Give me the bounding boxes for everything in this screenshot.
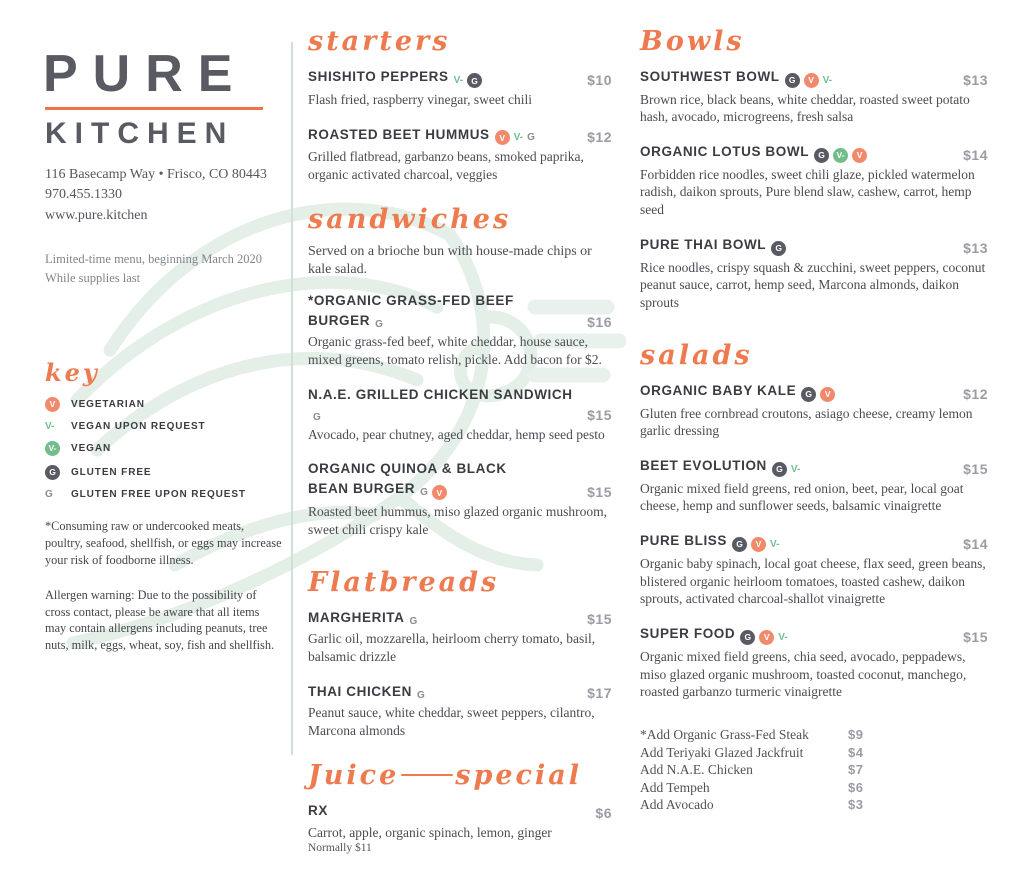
item-description: Carrot, apple, organic spinach, lemon, ginger (308, 824, 552, 840)
addon-price: $3 (848, 797, 864, 812)
item-description: Organic mixed field greens, red onion, beet, pear, local goat cheese, hemp and sunflower seeds, balsamic vinaigrette (640, 480, 964, 514)
addon-label: Add Avocado (640, 797, 714, 812)
item-name: ORGANIC QUINOA & BLACK BEAN BURGER (308, 461, 507, 496)
key-row-gluten-free (45, 465, 290, 480)
addon-price: $7 (848, 762, 864, 778)
limited-time-note: Limited-time menu, beginning March 2020 While supplies last (45, 251, 262, 286)
key-section (45, 357, 290, 500)
salads-section (640, 342, 988, 701)
item-price: $13 (963, 71, 988, 88)
vegetarian-badge-icon: V (751, 537, 766, 552)
vegan-upon-request-badge-icon: V- (778, 631, 788, 643)
logo-text-pure: PURE (43, 45, 248, 103)
left-column (43, 45, 290, 654)
item-price: $14 (963, 535, 988, 552)
bowls-title: Bowls (640, 26, 745, 57)
gluten-free-badge-icon: G (801, 387, 816, 402)
item-name: N.A.E. GRILLED CHICKEN SANDWICH (308, 387, 573, 403)
starters-section (308, 28, 612, 184)
right-column (640, 28, 988, 814)
item-name: SHISHITO PEPPERS (308, 69, 449, 84)
addon-row-steak (640, 727, 988, 743)
addon-price: $6 (848, 779, 864, 795)
vegan-upon-request-badge-icon: V- (513, 132, 524, 144)
brand-logo (43, 45, 290, 150)
flatbreads-section (308, 566, 612, 740)
menu-item-super-food (640, 624, 988, 701)
sandwiches-title: sandwiches (308, 203, 512, 235)
website-line: www.pure.kitchen (45, 207, 148, 223)
menu-item-thai-chicken (308, 682, 612, 740)
vegan-upon-request-badge-icon: V- (770, 538, 780, 550)
item-price: $10 (587, 72, 612, 88)
sandwiches-section (308, 203, 612, 539)
menu-item-southwest-bowl (640, 67, 988, 126)
item-description: Garlic oil, mozzarella, heirloom cherry tomato, basil, balsamic drizzle (308, 631, 596, 664)
vegetarian-badge-icon: V (820, 387, 835, 402)
vegetarian-badge-icon: V (804, 73, 819, 88)
vegetarian-badge-icon: V (852, 148, 867, 163)
item-description: Roasted beet hummus, miso glazed organic mushroom, sweet chili crispy kale (308, 504, 607, 537)
menu-item-chicken-sandwich (308, 385, 612, 443)
item-price: $12 (963, 385, 988, 402)
item-description: Grilled flatbread, garbanzo beans, smoked paprika, organic activated charcoal, veggies (308, 149, 584, 183)
gluten-free-badge-icon: G (740, 630, 755, 645)
menu-item-pure-thai-bowl (640, 235, 988, 312)
key-label: GLUTEN FREE (71, 466, 152, 478)
logo-text-kitchen: KITCHEN (45, 117, 235, 150)
gluten-free-badge-icon: G (814, 148, 829, 163)
gluten-free-upon-request-badge-icon: G (527, 132, 535, 144)
item-name: ORGANIC BABY KALE (640, 383, 797, 398)
vegan-badge-icon: V- (833, 148, 848, 163)
item-description: Forbidden rice noodles, sweet chili glaze, pickled watermelon radish, daikon sprouts, Pure blend slaw, cashew, carrot, hemp seed (640, 166, 975, 218)
menu-item-beet-evolution (640, 456, 988, 515)
gluten-free-badge-icon: G (772, 462, 787, 477)
key-title: key (45, 357, 100, 387)
salads-title: salads (640, 340, 753, 371)
vegan-badge-icon: V- (45, 441, 60, 456)
allergen-warning: Allergen warning: Due to the possibility of cross contact, please be aware that all items may contain allergens including peanuts, tree nuts, milk, eggs, wheat, soy, fish and shellfish. (45, 587, 275, 653)
item-description: Brown rice, black beans, white cheddar, roasted sweet potato hash, avocado, microgreens, fresh salsa (640, 91, 970, 125)
contact-block (45, 165, 290, 226)
raw-food-disclaimer: *Consuming raw or undercooked meats, poultry, seafood, shellfish, or eggs may increase your risk of foodborne illness. (45, 518, 282, 567)
item-name: PURE THAI BOWL (640, 237, 767, 253)
item-name: SOUTHWEST BOWL (640, 69, 780, 84)
gluten-free-upon-request-badge-icon: G (409, 615, 418, 627)
vegetarian-badge-icon: V (432, 485, 447, 500)
key-row-gluten-free-upon-request (45, 489, 290, 500)
starters-title: starters (308, 26, 451, 57)
item-description: Rice noodles, crispy squash & zucchini, sweet peppers, coconut peanut sauce, carrot, hemp seed, Marcona almonds, daikon sprouts (640, 259, 986, 311)
item-price: $15 (587, 406, 612, 423)
phone-line: 970.455.1330 (45, 187, 122, 203)
title-swash (401, 774, 453, 776)
item-name: PURE BLISS (640, 533, 728, 549)
key-row-vegan (45, 441, 290, 456)
gluten-free-badge-icon: G (467, 73, 482, 88)
vegan-upon-request-badge-icon: V- (453, 75, 464, 86)
item-name: RX (308, 803, 328, 818)
item-price: $15 (587, 484, 612, 500)
sandwiches-intro: Served on a brioche bun with house-made chips or kale salad. (308, 243, 592, 278)
key-row-vegetarian (45, 397, 290, 412)
menu-item-roasted-beet-hummus (308, 125, 612, 184)
addon-row-jackfruit (640, 745, 988, 761)
menu-item-beef-burger (308, 291, 612, 369)
item-price: $12 (587, 129, 612, 146)
addon-label: Add Teriyaki Glazed Jackfruit (640, 744, 804, 760)
middle-column (308, 28, 612, 870)
key-row-vegan-upon-request (45, 421, 290, 432)
flatbreads-title: Flatbreads (308, 566, 500, 598)
item-price: $17 (587, 685, 612, 702)
key-label: VEGETARIAN (71, 398, 145, 410)
vegan-upon-request-badge-icon: V- (790, 463, 801, 475)
addon-price: $4 (848, 744, 864, 760)
gluten-free-upon-request-badge-icon: G (313, 411, 321, 423)
addons-list (640, 727, 988, 813)
menu-item-quinoa-black-bean-burger (308, 459, 612, 538)
gluten-free-badge-icon: G (732, 537, 747, 552)
item-price: $15 (963, 628, 988, 645)
gluten-free-upon-request-badge-icon: G (375, 318, 383, 330)
item-description: Organic mixed field greens, chia seed, avocado, peppadews, miso glazed organic mushroom, toasted coconut, manchego, roasted garbanzo turmeric vinaigrette (640, 648, 967, 700)
menu-item-shishito-peppers (308, 67, 612, 109)
key-label: VEGAN UPON REQUEST (71, 420, 206, 432)
item-price: $14 (963, 146, 988, 163)
gluten-free-badge-icon: G (771, 241, 786, 256)
gluten-free-badge-icon: G (785, 73, 800, 88)
item-description: Peanut sauce, white cheddar, sweet peppers, cilantro, Marcona almonds (308, 705, 595, 739)
item-description: Flash fried, raspberry vinegar, sweet chili (308, 92, 533, 107)
item-name: THAI CHICKEN (308, 683, 412, 699)
item-name: MARGHERITA (308, 609, 405, 625)
gluten-free-upon-request-badge-icon: G (420, 487, 428, 498)
vegetarian-badge-icon: V (759, 630, 774, 645)
key-label: VEGAN (71, 442, 112, 454)
address-line: 116 Basecamp Way • Frisco, CO 80443 (45, 167, 267, 182)
item-price: $6 (595, 804, 612, 821)
menu-item-organic-baby-kale (640, 381, 988, 440)
vegan-upon-request-badge-icon: V- (45, 420, 55, 432)
bowls-section (640, 28, 988, 312)
item-name: BEET EVOLUTION (640, 458, 767, 474)
item-price: $16 (587, 314, 612, 331)
juice-special-title: Juice special (308, 760, 582, 791)
addon-row-avocado (640, 797, 988, 813)
addon-row-tempeh (640, 780, 988, 796)
juice-special-section (308, 762, 612, 854)
item-name: SUPER FOOD (640, 626, 736, 642)
addon-label: *Add Organic Grass-Fed Steak (640, 727, 809, 743)
vegan-upon-request-badge-icon: V- (822, 74, 833, 86)
item-description: Avocado, pear chutney, aged cheddar, hemp seed pesto (308, 426, 605, 442)
item-price: $13 (963, 239, 988, 256)
item-name: *ORGANIC GRASS-FED BEEF BURGER (308, 293, 514, 328)
addon-label: Add Tempeh (640, 779, 710, 795)
menu-item-margherita (308, 608, 612, 666)
addon-price: $9 (848, 727, 864, 743)
column-divider (291, 42, 293, 755)
gluten-free-upon-request-badge-icon: G (45, 488, 53, 500)
item-price-note: Normally $11 (308, 842, 372, 855)
item-description: Gluten free cornbread croutons, asiago cheese, creamy lemon garlic dressing (640, 405, 973, 439)
key-label: GLUTEN FREE UPON REQUEST (71, 488, 246, 500)
menu-item-pure-bliss (640, 531, 988, 608)
vegetarian-badge-icon: V (45, 397, 60, 412)
vegetarian-badge-icon: V (495, 130, 510, 145)
item-description: Organic baby spinach, local goat cheese, flax seed, green beans, blistered organic heirloom tomatoes, toasted cashew, daikon sprouts, activated charcoal-shallot vinaigrette (640, 555, 986, 607)
item-name: ROASTED BEET HUMMUS (308, 126, 490, 142)
logo-rule (45, 107, 263, 110)
item-price: $15 (587, 611, 612, 628)
addon-label: Add N.A.E. Chicken (640, 762, 753, 778)
item-description: Organic grass-fed beef, white cheddar, house sauce, mixed greens, tomato relish, pickle. Add bacon for $2. (308, 334, 602, 368)
addon-row-chicken (640, 762, 988, 778)
menu-item-rx-juice (308, 801, 612, 854)
item-price: $15 (963, 460, 988, 477)
menu-item-organic-lotus-bowl (640, 142, 988, 219)
item-name: ORGANIC LOTUS BOWL (640, 144, 810, 160)
gluten-free-badge-icon: G (45, 465, 60, 480)
gluten-free-upon-request-badge-icon: G (416, 689, 425, 701)
